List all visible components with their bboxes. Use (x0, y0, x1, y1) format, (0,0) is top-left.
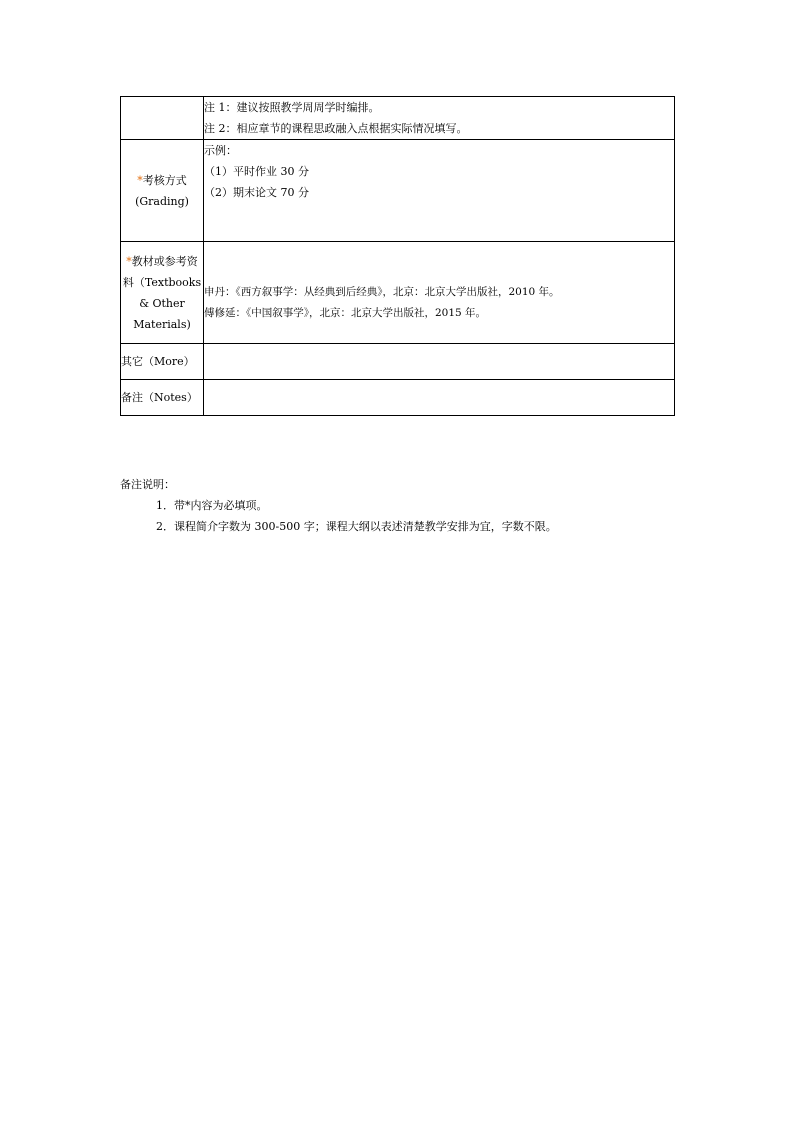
materials-label-line-1 (121, 251, 203, 272)
grading-line-2: （1）平时作业 30 分 (204, 165, 309, 178)
materials-content-cell (204, 242, 675, 344)
materials-label-line-2: 料（Textbooks (122, 275, 202, 289)
grading-label-cell (121, 140, 204, 242)
note-line-1: 注 1：建议按照教学周周学时编排。 (204, 101, 380, 114)
reference-2: 傅修延：《中国叙事学》，北京：北京大学出版社，2015 年。 (204, 306, 487, 319)
materials-row (121, 242, 675, 344)
remark-row (121, 380, 675, 416)
materials-label-line-1-text: 教材或参考资 (131, 254, 198, 268)
more-label-cell: 其它（More） (121, 344, 204, 380)
footnotes-title: 备注说明： (120, 478, 175, 491)
notes-row-content-cell (204, 97, 675, 140)
grading-content-cell (204, 140, 675, 242)
footnotes (120, 474, 557, 537)
syllabus-table (120, 96, 675, 416)
grading-label-zh (121, 170, 203, 191)
required-mark: * (137, 173, 143, 187)
footnote-item-2: 2．课程简介字数为 300-500 字；课程大纲以表述清楚教学安排为宜，字数不限。 (156, 520, 557, 533)
footnotes-list (120, 495, 557, 537)
more-content-cell (204, 344, 675, 380)
more-row (121, 344, 675, 380)
grading-label-en: (Grading) (135, 194, 189, 208)
grading-row (121, 140, 675, 242)
footnote-item-1: 1．带*内容为必填项。 (156, 499, 268, 512)
materials-label-cell (121, 242, 204, 344)
reference-1: 申丹：《西方叙事学：从经典到后经典》，北京：北京大学出版社，2010 年。 (204, 285, 560, 298)
materials-label-line-4: Materials) (133, 317, 191, 331)
grading-line-1: 示例： (204, 144, 237, 157)
materials-label-line-3: & Other (139, 296, 185, 310)
remark-content-cell (204, 380, 675, 416)
note-line-2: 注 2：相应章节的课程思政融入点根据实际情况填写。 (204, 122, 468, 135)
notes-row-label-cell (121, 97, 204, 140)
remark-label-cell: 备注（Notes） (121, 380, 204, 416)
required-mark: * (126, 254, 132, 268)
grading-label-zh-text: 考核方式 (142, 173, 187, 187)
notes-row (121, 97, 675, 140)
grading-line-3: （2）期末论文 70 分 (204, 186, 309, 199)
